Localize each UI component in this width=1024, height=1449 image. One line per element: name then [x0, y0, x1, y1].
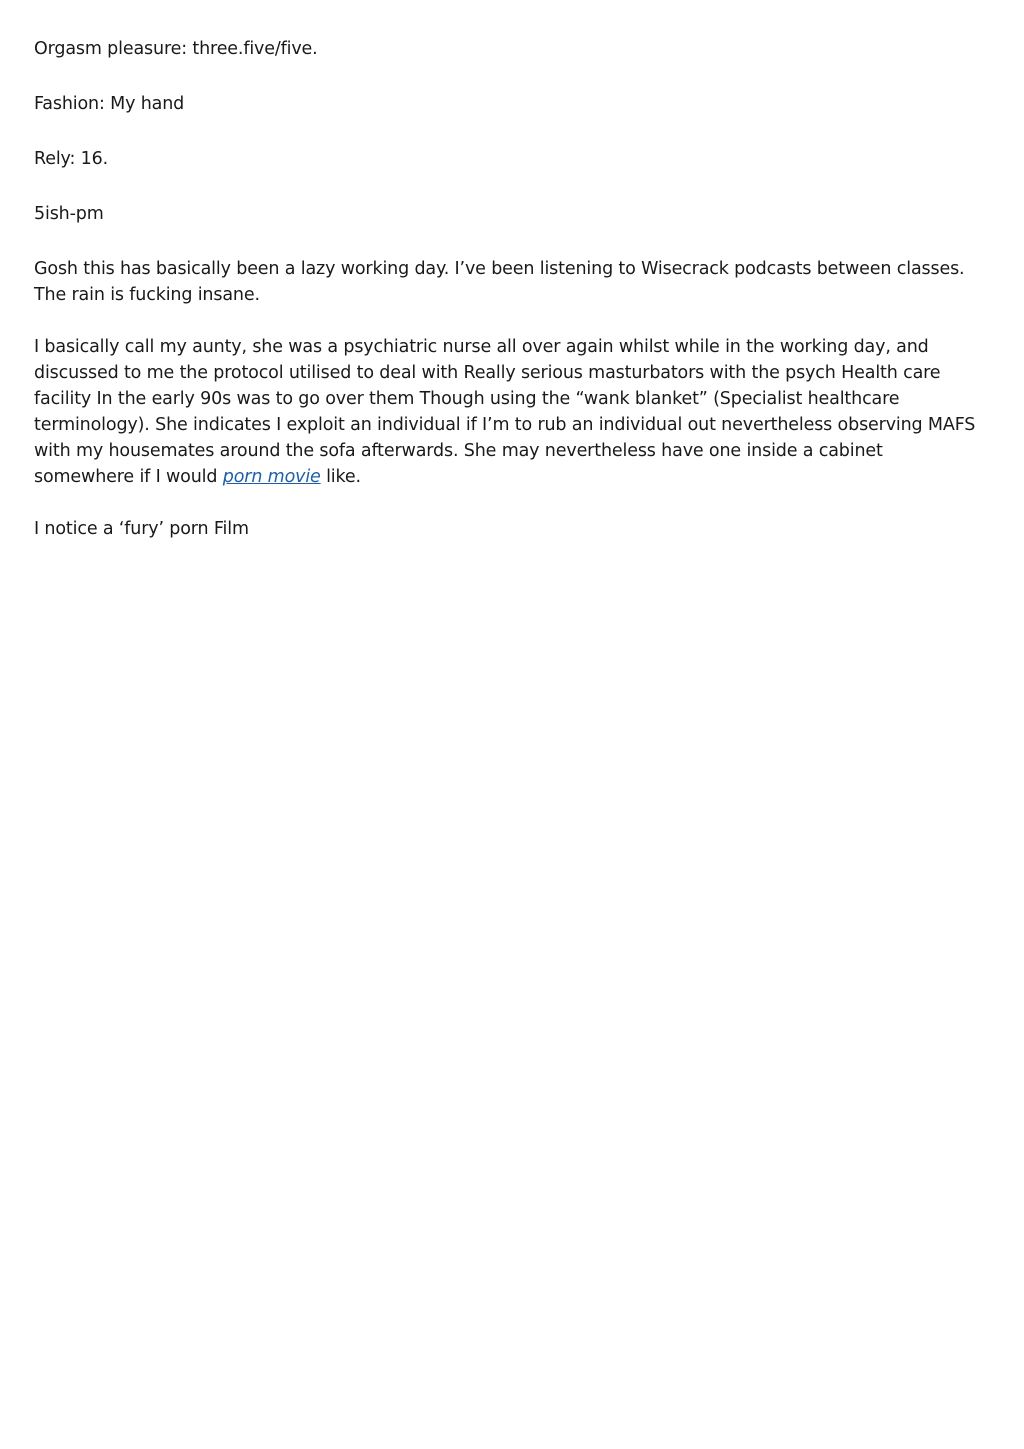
fashion-line: Fashion: My hand [34, 94, 185, 114]
paragraph-lazy-day: Gosh this has basically been a lazy working day. I’ve been listening to Wisecrack podcasts between classes. The rain is fucking insane. [34, 259, 965, 305]
time-line: 5ish-pm [34, 204, 104, 224]
paragraph-aunty [34, 334, 984, 490]
paragraph-aunty-text: I basically call my aunty, she was a psychiatric nurse all over again whilst while in the working day, and discussed to me the protocol utilised to deal with Really serious masturbators with the psych Health care facility In the early 90s was to go over them Though using the “wank blanket” (Specialist healthcare terminology). She indicates I exploit an individual if I’m to rub an individual out nevertheless observing MAFS with my housemates around the sofa afterwards. She may nevertheless have one inside a cabinet somewhere if I would [34, 337, 976, 487]
paragraph-fury: I notice a ‘fury’ porn Film [34, 519, 249, 539]
porn-movie-link[interactable]: porn movie [222, 467, 321, 487]
document-body [34, 36, 984, 568]
rely-line: Rely: 16. [34, 149, 109, 169]
rating-line: Orgasm pleasure: three.five/five. [34, 39, 318, 59]
paragraph-aunty-tail: like. [320, 467, 361, 487]
